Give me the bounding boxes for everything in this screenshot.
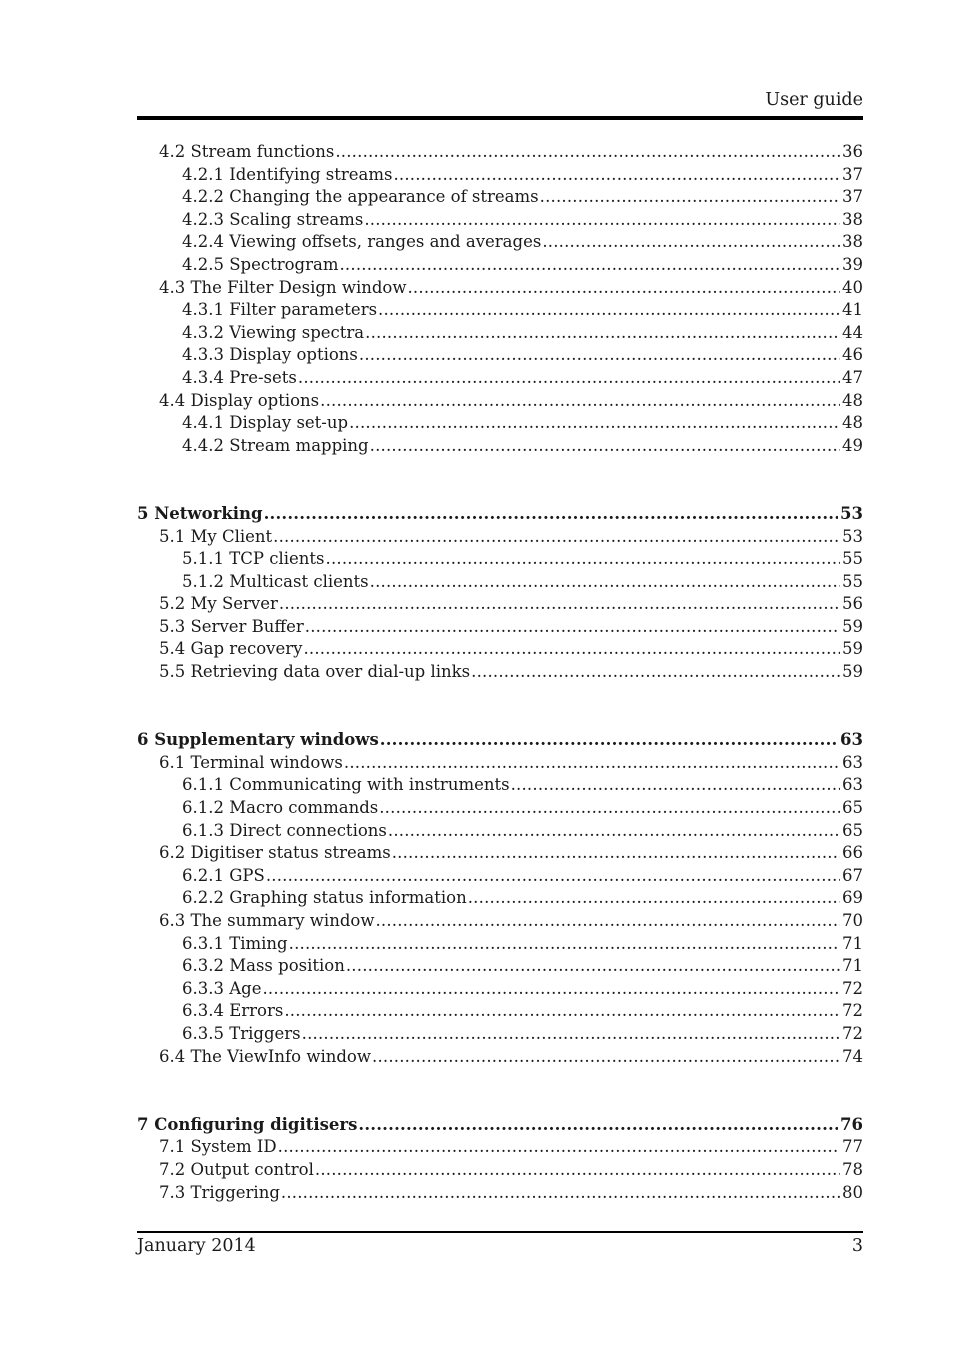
toc-dot-leader [370,435,840,458]
toc-dot-leader [370,571,840,594]
toc-entry-page: 65 [842,820,863,840]
toc-entry-label: 6.2.1 GPS [182,865,265,885]
toc-entry-label: 4.2.4 Viewing offsets, ranges and averages [182,232,542,252]
toc-dot-leader [289,933,840,956]
toc-dot-leader [393,164,840,187]
toc-entry-page: 47 [842,367,863,387]
toc-entry[interactable] [137,412,863,435]
toc-dot-leader [284,1000,840,1023]
toc-dot-leader [326,548,841,571]
toc-entry[interactable] [137,1159,863,1182]
toc-dot-leader [359,344,840,367]
footer-date: January 2014 [137,1236,256,1256]
toc-entry[interactable] [137,571,863,594]
toc-entry-page: 72 [842,1001,863,1021]
toc-entry-page: 67 [842,865,863,885]
toc-entry-label: 7 Configuring digitisers [137,1114,358,1134]
toc-entry[interactable] [137,344,863,367]
toc-entry-page: 48 [842,390,863,410]
toc-dot-leader [298,367,840,390]
toc-entry-label: 6.2.2 Graphing status information [182,888,467,908]
toc-entry[interactable] [137,593,863,616]
toc-dot-leader [380,729,838,752]
toc-chapter-entry[interactable] [137,503,863,526]
toc-entry-label: 6.1.2 Macro commands [182,798,379,818]
toc-entry-page: 49 [842,435,863,455]
toc-entry-page: 40 [842,277,863,297]
toc-entry-label: 6.3.1 Timing [182,933,288,953]
toc-entry[interactable] [137,186,863,209]
toc-entry-page: 53 [842,526,863,546]
toc-entry-label: 4.2.1 Identifying streams [182,164,393,184]
toc-entry-page: 69 [842,888,863,908]
toc-entry[interactable] [137,638,863,661]
toc-entry-label: 5.1 My Client [159,526,273,546]
toc-entry[interactable] [137,865,863,888]
toc-dot-leader [358,1114,838,1137]
toc-entry-label: 7.2 Output control [159,1159,314,1179]
toc-entry[interactable] [137,164,863,187]
toc-dot-leader [303,638,840,661]
toc-entry-page: 37 [842,187,863,207]
toc-dot-leader [278,1136,840,1159]
table-of-contents [137,141,863,1204]
toc-entry-page: 80 [842,1182,863,1202]
toc-entry-page: 53 [840,503,863,523]
toc-dot-leader [542,231,840,254]
toc-entry-page: 72 [842,1023,863,1043]
toc-entry-page: 59 [842,616,863,636]
toc-entry-label: 5.2 My Server [159,594,278,614]
toc-entry-label: 6 Supplementary windows [137,730,379,750]
toc-entry-label: 4.2 Stream functions [159,142,335,161]
toc-dot-leader [511,774,840,797]
toc-entry-page: 59 [842,639,863,659]
toc-dot-leader [540,186,840,209]
toc-entry[interactable] [137,616,863,639]
toc-entry-page: 63 [842,752,863,772]
toc-entry-page: 78 [842,1159,863,1179]
toc-entry-label: 6.3.4 Errors [182,1001,284,1021]
toc-dot-leader [349,412,840,435]
toc-entry[interactable] [137,231,863,254]
toc-dot-leader [392,842,840,865]
toc-entry-page: 48 [842,413,863,433]
toc-entry-page: 36 [842,142,863,161]
toc-entry-label: 6.3.2 Mass position [182,956,345,976]
toc-entry-page: 56 [842,594,863,614]
toc-entry-label: 6.3.5 Triggers [182,1023,301,1043]
toc-entry-page: 63 [842,775,863,795]
toc-dot-leader [262,978,840,1001]
toc-dot-leader [335,141,840,164]
toc-entry-page: 65 [842,798,863,818]
toc-entry-label: 5.3 Server Buffer [159,616,304,636]
toc-entry-page: 55 [842,571,863,591]
toc-entry-label: 6.3 The summary window [159,911,375,930]
toc-dot-leader [266,865,840,888]
toc-entry-page: 41 [842,300,863,320]
toc-dot-leader [407,277,840,300]
toc-dot-leader [339,254,840,277]
toc-entry-page: 55 [842,549,863,569]
toc-dot-leader [273,526,840,549]
toc-entry-label: 4.4.2 Stream mapping [182,435,369,455]
toc-entry[interactable] [137,1046,863,1069]
toc-entry[interactable] [137,322,863,345]
toc-dot-leader [468,887,840,910]
toc-entry[interactable] [137,1023,863,1046]
toc-entry-page: 39 [842,254,863,274]
toc-entry[interactable] [137,299,863,322]
toc-dot-leader [305,616,840,639]
toc-entry-page: 38 [842,209,863,229]
toc-entry[interactable] [137,661,863,684]
toc-entry[interactable] [137,141,863,164]
toc-entry-label: 4.2.3 Scaling streams [182,209,364,229]
toc-entry[interactable] [137,820,863,843]
toc-entry-label: 4.3.3 Display options [182,345,358,365]
toc-entry-page: 59 [842,662,863,682]
toc-entry[interactable] [137,1182,863,1205]
toc-entry-label: 5 Networking [137,503,263,523]
toc-entry[interactable] [137,933,863,956]
toc-entry-page: 37 [842,164,863,184]
toc-dot-leader [315,1159,840,1182]
toc-entry[interactable] [137,1000,863,1023]
toc-chapter-entry[interactable] [137,1114,863,1137]
toc-dot-leader [378,299,840,322]
toc-chapter-entry[interactable] [137,729,863,752]
toc-entry[interactable] [137,390,863,413]
toc-entry[interactable] [137,277,863,300]
toc-entry-label: 5.5 Retrieving data over dial-up links [159,662,471,682]
toc-entry-label: 6.4 The ViewInfo window [159,1046,371,1066]
toc-entry-label: 4.3.2 Viewing spectra [182,322,365,342]
toc-entry-page: 63 [840,730,863,750]
footer-rule [137,1231,863,1233]
toc-dot-leader [346,955,840,978]
footer-page-number: 3 [851,1236,863,1256]
toc-section-gap [137,684,863,730]
toc-dot-leader [344,752,840,775]
toc-entry-label: 7.1 System ID [159,1137,277,1157]
toc-entry-label: 6.2 Digitiser status streams [159,843,391,863]
toc-entry-label: 4.3.4 Pre-sets [182,367,297,387]
toc-dot-leader [365,322,840,345]
toc-dot-leader [379,797,840,820]
toc-entry-page: 77 [842,1137,863,1157]
toc-entry-label: 4.4.1 Display set-up [182,413,349,433]
toc-entry[interactable] [137,367,863,390]
toc-entry-page: 46 [842,345,863,365]
toc-entry-label: 4.3.1 Filter parameters [182,300,378,320]
toc-entry[interactable] [137,752,863,775]
header-rule [137,116,863,120]
toc-dot-leader [471,661,840,684]
toc-entry-label: 5.4 Gap recovery [159,639,303,659]
toc-entry-label: 4.4 Display options [159,390,320,410]
toc-entry[interactable] [137,955,863,978]
toc-entry-label: 5.1.1 TCP clients [182,549,325,569]
toc-dot-leader [281,1182,840,1205]
toc-entry-page: 66 [842,843,863,863]
toc-entry[interactable] [137,254,863,277]
toc-dot-leader [320,390,840,413]
toc-entry-label: 6.1 Terminal windows [159,752,343,772]
toc-entry[interactable] [137,435,863,458]
toc-entry[interactable] [137,842,863,865]
toc-entry[interactable] [137,1136,863,1159]
toc-entry[interactable] [137,887,863,910]
toc-entry-label: 4.3 The Filter Design window [159,277,407,297]
toc-entry-label: 6.1.3 Direct connections [182,820,387,840]
toc-entry[interactable] [137,910,863,933]
running-header-title: User guide [765,90,863,110]
toc-entry-label: 7.3 Triggering [159,1182,280,1202]
toc-entry[interactable] [137,548,863,571]
toc-entry-page: 70 [842,911,863,930]
toc-entry[interactable] [137,774,863,797]
toc-entry-page: 74 [842,1046,863,1066]
toc-entry[interactable] [137,209,863,232]
toc-dot-leader [375,910,840,933]
toc-dot-leader [372,1046,840,1069]
toc-dot-leader [364,209,840,232]
toc-dot-leader [264,503,838,526]
toc-entry-label: 4.2.2 Changing the appearance of streams [182,187,539,207]
toc-entry-label: 4.2.5 Spectrogram [182,254,339,274]
toc-entry[interactable] [137,526,863,549]
toc-entry-label: 6.1.1 Communicating with instruments [182,775,510,795]
toc-dot-leader [302,1023,840,1046]
toc-dot-leader [388,820,840,843]
toc-dot-leader [279,593,840,616]
toc-section-gap [137,1068,863,1114]
toc-entry[interactable] [137,978,863,1001]
toc-entry[interactable] [137,797,863,820]
toc-entry-label: 5.1.2 Multicast clients [182,571,369,591]
toc-entry-page: 71 [842,956,863,976]
toc-section-gap [137,457,863,503]
toc-entry-page: 71 [842,933,863,953]
toc-entry-page: 44 [842,322,863,342]
toc-entry-page: 76 [840,1114,863,1134]
toc-entry-page: 38 [842,232,863,252]
toc-entry-page: 72 [842,978,863,998]
toc-entry-label: 6.3.3 Age [182,978,262,998]
